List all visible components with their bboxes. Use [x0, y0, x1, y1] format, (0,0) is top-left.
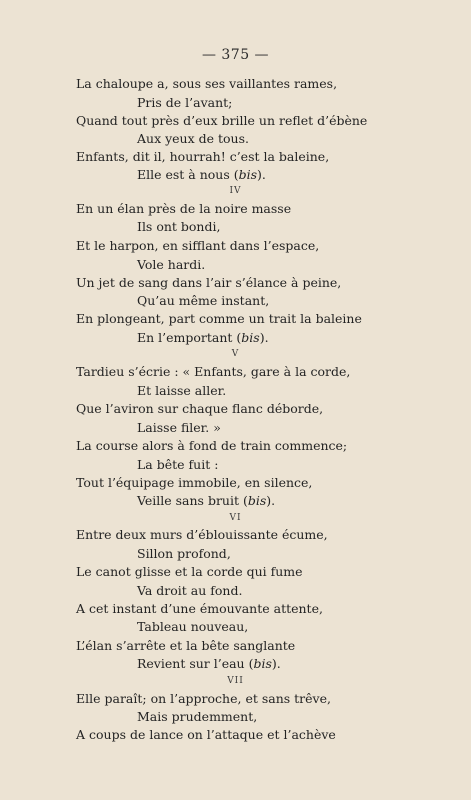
- page-number: — 375 —: [201, 47, 270, 63]
- verse-line: L’élan s’arrête et la bête sanglante: [76, 638, 296, 653]
- verse-line: La chaloupe a, sous ses vaillantes rames,: [76, 76, 338, 91]
- verse-line: Mais prudemment,: [137, 709, 258, 724]
- verse-line: Aux yeux de tous.: [137, 131, 249, 146]
- verse-line: A cet instant d’une émouvante attente,: [76, 601, 323, 616]
- verse-line: [137, 657, 281, 671]
- verse-text: ).: [259, 330, 269, 345]
- stanza-number: VI: [229, 513, 242, 523]
- verse-line: Tableau nouveau,: [137, 619, 249, 634]
- verse-line: Qu’au même instant,: [137, 293, 270, 308]
- stanza-number: V: [231, 349, 240, 359]
- verse-line: La bête fuit :: [137, 457, 219, 472]
- verse-line: Vole hardi.: [137, 257, 206, 272]
- verse-line: Et le harpon, en sifflant dans l’espace,: [76, 238, 320, 253]
- verse-line: A coups de lance on l’attaque et l’achève: [76, 727, 336, 742]
- verse-text: Elle est à nous (: [137, 167, 239, 182]
- verse-line: [137, 168, 266, 182]
- verse-text: En l’emportant (: [137, 330, 242, 345]
- verse-line: Ils ont bondi,: [137, 219, 221, 234]
- verse-line: Elle paraît; on l’approche, et sans trêve,: [76, 691, 331, 706]
- verse-line: Quand tout près d’eux brille un reflet d’ébène: [76, 113, 368, 128]
- verse-line: Va droit au fond.: [137, 583, 243, 598]
- verse-line: Enfants, dit il, hourrah! c’est la baleine,: [76, 149, 330, 164]
- stanza-number: IV: [229, 186, 242, 196]
- verse-text: ).: [266, 493, 276, 508]
- bis-marker: bis: [247, 493, 267, 508]
- bis-marker: bis: [238, 167, 258, 182]
- verse-line: Et laisse aller.: [137, 383, 227, 398]
- verse-line: Le canot glisse et la corde qui fume: [76, 564, 303, 579]
- verse-line: Entre deux murs d’éblouissante écume,: [76, 527, 328, 542]
- verse-line: Pris de l’avant;: [137, 95, 233, 110]
- verse-line: Un jet de sang dans l’air s’élance à peine,: [76, 275, 342, 290]
- verse-line: En plongeant, part comme un trait la baleine: [76, 311, 362, 326]
- verse-line: Tout l’équipage immobile, en silence,: [76, 475, 313, 490]
- verse-line: Tardieu s’écrie : « Enfants, gare à la corde,: [76, 364, 351, 379]
- stanza-number: VII: [227, 676, 244, 686]
- verse-line: En un élan près de la noire masse: [76, 201, 292, 216]
- verse-text: ).: [271, 656, 281, 671]
- verse-text: Veille sans bruit (: [137, 493, 248, 508]
- verse-line: La course alors à fond de train commence;: [76, 438, 348, 453]
- verse-line: Sillon profond,: [137, 546, 231, 561]
- bis-marker: bis: [241, 330, 260, 345]
- verse-line: Que l’aviron sur chaque flanc déborde,: [76, 401, 324, 416]
- verse-line: Laisse filer. »: [137, 420, 221, 435]
- verse-line: [137, 494, 275, 508]
- bis-marker: bis: [253, 656, 272, 671]
- verse-line: [137, 331, 269, 345]
- verse-text: Revient sur l’eau (: [137, 656, 254, 671]
- verse-text: ).: [257, 167, 266, 182]
